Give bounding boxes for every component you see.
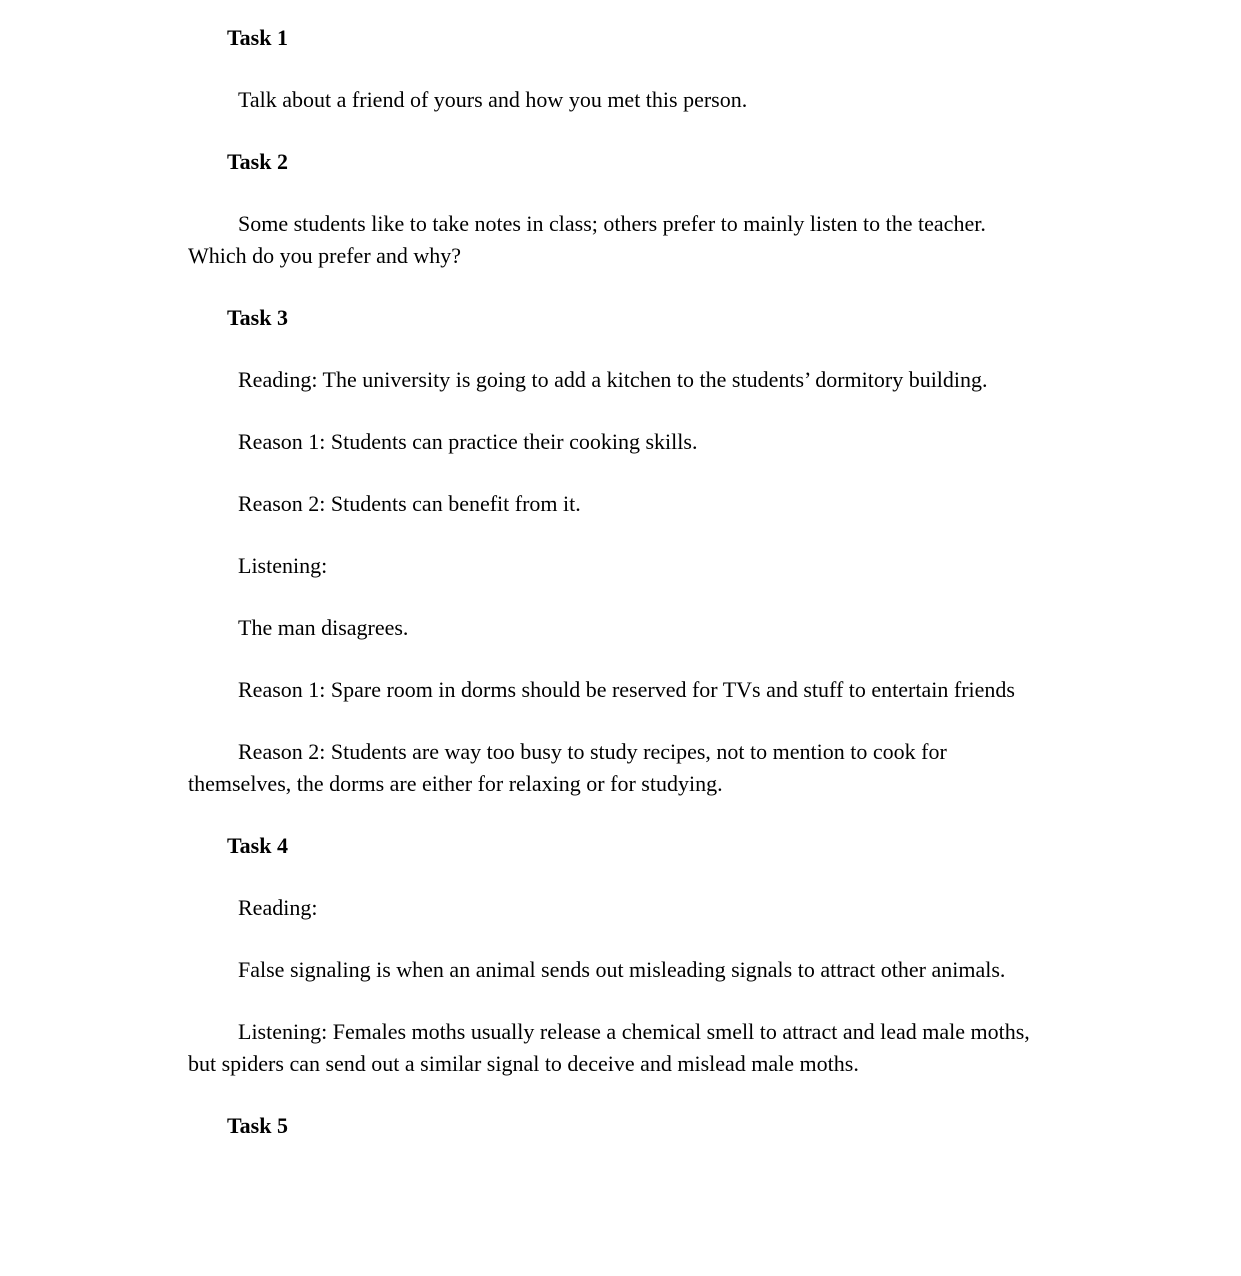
document-content: [188, 22, 1048, 1142]
paragraph: Reason 1: Spare room in dorms should be reserved for TVs and stuff to entertain friends: [238, 677, 1015, 702]
task-heading: Task 3: [227, 305, 288, 330]
paragraph: Reading:: [238, 895, 318, 920]
paragraph: Reason 2: Students are way too busy to study recipes, not to mention to cook for themselves, the dorms are either for relaxing or for studying.: [188, 739, 947, 796]
task-heading: Task 1: [227, 25, 288, 50]
paragraph: Reading: The university is going to add a kitchen to the students’ dormitory building.: [238, 367, 988, 392]
paragraph: Listening:: [238, 553, 328, 578]
paragraph: The man disagrees.: [238, 615, 409, 640]
paragraph: Some students like to take notes in class; others prefer to mainly listen to the teacher. Which do you prefer and why?: [188, 211, 986, 268]
task-heading: Task 4: [227, 833, 288, 858]
paragraph: Reason 2: Students can benefit from it.: [238, 491, 581, 516]
paragraph: Talk about a friend of yours and how you met this person.: [238, 87, 748, 112]
task-heading: Task 5: [227, 1113, 288, 1138]
paragraph: Reason 1: Students can practice their cooking skills.: [238, 429, 698, 454]
paragraph: Listening: Females moths usually release a chemical smell to attract and lead male moths, but spiders can send out a similar signal to deceive and mislead male moths.: [188, 1019, 1030, 1076]
paragraph: False signaling is when an animal sends out misleading signals to attract other animals.: [238, 957, 1006, 982]
task-heading: Task 2: [227, 149, 288, 174]
